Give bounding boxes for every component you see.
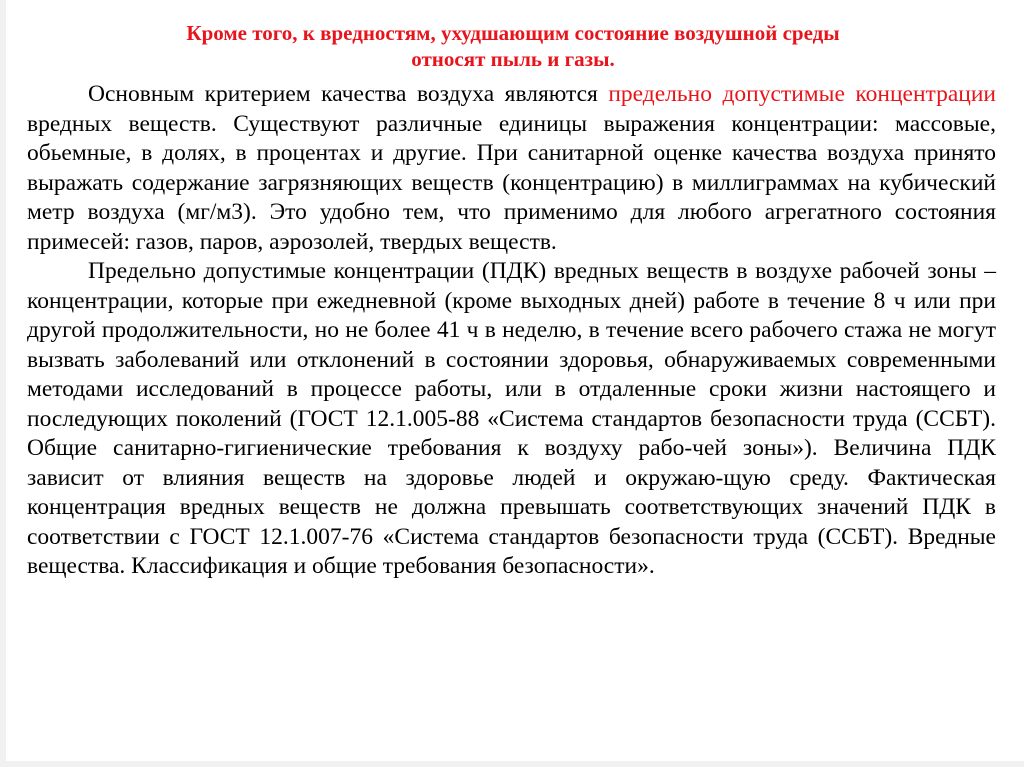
paragraph-1-intro: Основным критерием качества воздуха являются	[88, 81, 609, 107]
paragraph-1-highlight: предельно допустимые концентрации	[608, 81, 996, 107]
slide-left-edge	[0, 0, 6, 767]
paragraph-2: Предельно допустимые концентрации (ПДК) вредных веществ в воздухе рабочей зоны – концентрации, которые при ежедневной (кроме выходных дней) работе в течение 8 ч или при другой продолжительности, но не более 41 ч в неделю, в течение всего рабочего стажа не могут вызвать заболеваний или отклонений в состоянии здоровья, обнаруживаемых современными методами исследований в процессе работы, или в отдаленные сроки жизни настоящего и последующих поколений (ГОСТ 12.1.005-88 «Система стандартов безопасности труда (ССБТ). Общие санитарно-гигиенические требования к воздуху рабо-чей зоны»). Величина ПДК зависит от влияния веществ на здоровье людей и окружаю-щую среду. Фактическая концентрация вредных веществ не должна превышать соответствующих значений ПДК в соответствии с ГОСТ 12.1.007-76 «Система стандартов безопасности труда (ССБТ). Вредные вещества. Классификация и общие требования безопасности».	[27, 258, 996, 579]
paragraph-1	[27, 80, 996, 257]
slide-title-line-1: Кроме того, к вредностям, ухудшающим состояние воздушной среды	[186, 21, 840, 45]
slide-title	[40, 20, 986, 72]
slide-body	[27, 80, 996, 582]
paragraph-1-rest: вредных веществ. Существуют различные единицы выражения концентрации: массовые, обьемные, в долях, в процентах и другие. При санитарной оценке качества воздуха принято выражать содержание загрязняющих веществ (концентрацию) в миллиграммах на кубический метр воздуха (мг/м3). Это удобно тем, что применимо для любого агрегатного состояния примесей: газов, паров, аэрозолей, твердых веществ.	[27, 110, 996, 255]
slide-bottom-edge	[0, 761, 1024, 767]
slide-title-line-2: относят пыль и газы.	[411, 47, 615, 71]
